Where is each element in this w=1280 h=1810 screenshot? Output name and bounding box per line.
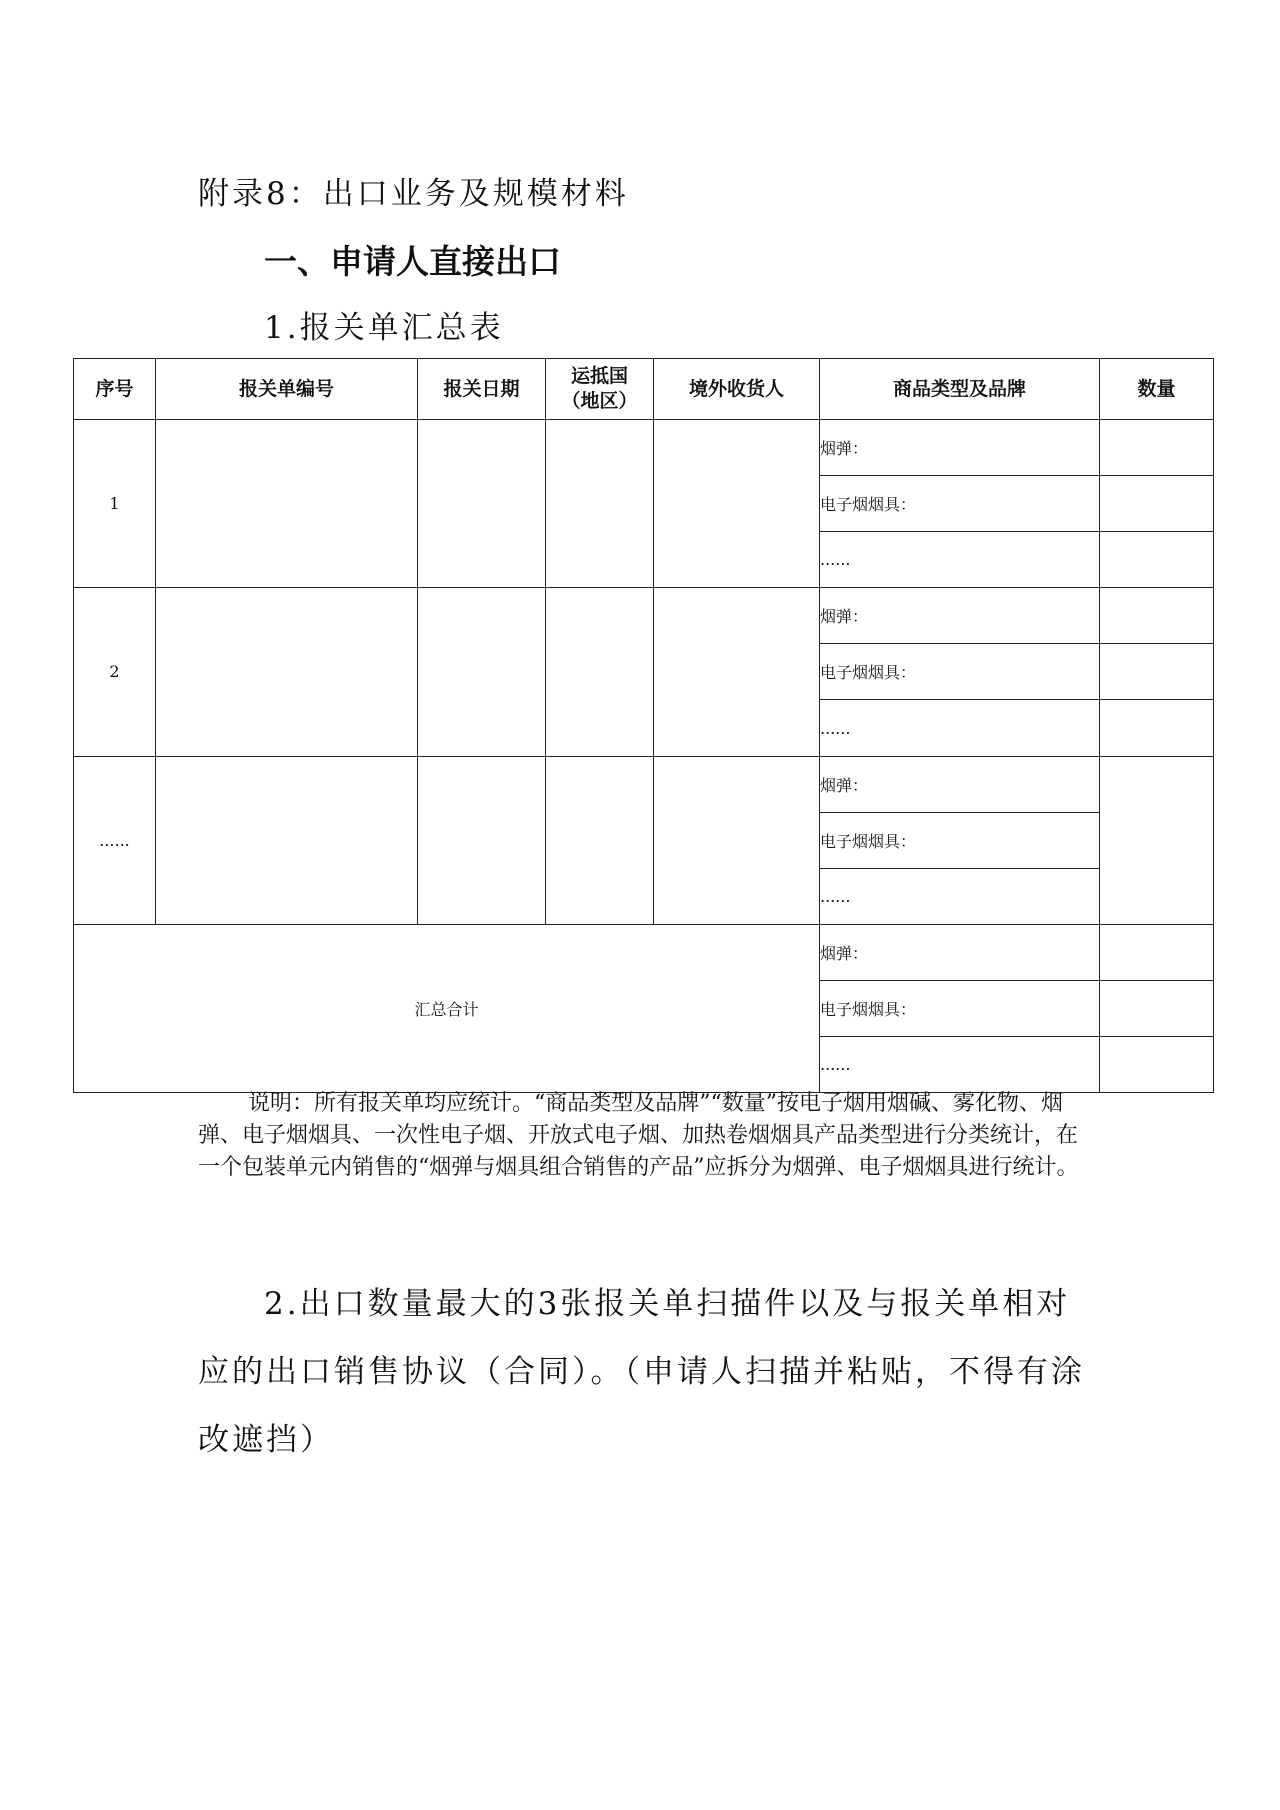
header-declaration-date: 报关日期 <box>418 359 546 420</box>
section-heading: 一、申请人直接出口 <box>264 242 561 281</box>
paragraph-2: 2.出口数量最大的3张报关单扫描件以及与报关单相对应的出口销售协议（合同）。（申请人扫描并粘贴，不得有涂改遮挡） <box>198 1286 1085 1458</box>
appendix-title: 附录8：出口业务及规模材料 <box>198 176 629 212</box>
table-row <box>74 588 1214 644</box>
declaration-date-cell <box>418 588 546 756</box>
quantity-cell <box>1100 924 1214 980</box>
table-note <box>198 1088 1098 1184</box>
subsection-heading: 1.报关单汇总表 <box>264 310 504 346</box>
destination-cell <box>546 756 654 924</box>
customs-declaration-summary-table <box>73 358 1214 1093</box>
product-item-cell: ...... <box>820 700 1100 756</box>
consignee-cell <box>654 588 820 756</box>
header-quantity: 数量 <box>1100 359 1214 420</box>
declaration-no-cell <box>156 420 418 588</box>
header-product-type: 商品类型及品牌 <box>820 359 1100 420</box>
product-item-cell: ...... <box>820 868 1100 924</box>
header-declaration-no: 报关单编号 <box>156 359 418 420</box>
product-item-cell: 电子烟烟具： <box>820 476 1100 532</box>
quantity-cell <box>1100 980 1214 1036</box>
product-item-cell: 电子烟烟具： <box>820 980 1100 1036</box>
consignee-cell <box>654 420 820 588</box>
product-item-cell: 电子烟烟具： <box>820 644 1100 700</box>
product-item-cell: 烟弹： <box>820 420 1100 476</box>
quantity-cell <box>1100 644 1214 700</box>
note-text: ：所有报关单均应统计。“商品类型及品牌”“数量”按电子烟用烟碱、雾化物、烟弹、电子烟烟具、一次性电子烟、开放式电子烟、加热卷烟烟具产品类型进行分类统计，在一个包装单元内销售的“烟弹与烟具组合销售的产品”应拆分为烟弹、电子烟烟具进行统计。 <box>198 1091 1079 1180</box>
declaration-date-cell <box>418 420 546 588</box>
table-row <box>74 756 1214 812</box>
declaration-no-cell <box>156 588 418 756</box>
declaration-no-cell <box>156 756 418 924</box>
header-consignee: 境外收货人 <box>654 359 820 420</box>
product-item-cell: ...... <box>820 532 1100 588</box>
product-item-cell: ...... <box>820 1036 1100 1092</box>
table-header-row <box>74 359 1214 420</box>
header-destination <box>546 359 654 420</box>
quantity-cell <box>1100 476 1214 532</box>
quantity-cell <box>1100 588 1214 644</box>
quantity-cell <box>1100 532 1214 588</box>
note-paragraph <box>198 1088 1098 1184</box>
destination-cell <box>546 588 654 756</box>
product-item-cell: 电子烟烟具： <box>820 812 1100 868</box>
quantity-cell <box>1100 420 1214 476</box>
table-row <box>74 420 1214 476</box>
product-item-cell: 烟弹： <box>820 588 1100 644</box>
header-destination-line2: （地区） <box>561 390 638 413</box>
total-label: 汇总合计 <box>74 924 820 1092</box>
seq-cell: 2 <box>74 588 156 756</box>
header-seq: 序号 <box>74 359 156 420</box>
seq-cell: ...... <box>74 756 156 924</box>
quantity-cell <box>1100 1036 1214 1092</box>
product-item-cell: 烟弹： <box>820 756 1100 812</box>
destination-cell <box>546 420 654 588</box>
product-item-cell: 烟弹： <box>820 924 1100 980</box>
header-destination-line1: 运抵国 <box>570 365 628 388</box>
quantity-cell <box>1100 756 1214 924</box>
consignee-cell <box>654 756 820 924</box>
declaration-date-cell <box>418 756 546 924</box>
total-row <box>74 924 1214 980</box>
seq-cell: 1 <box>74 420 156 588</box>
note-label: 说明 <box>248 1091 293 1116</box>
quantity-cell <box>1100 700 1214 756</box>
